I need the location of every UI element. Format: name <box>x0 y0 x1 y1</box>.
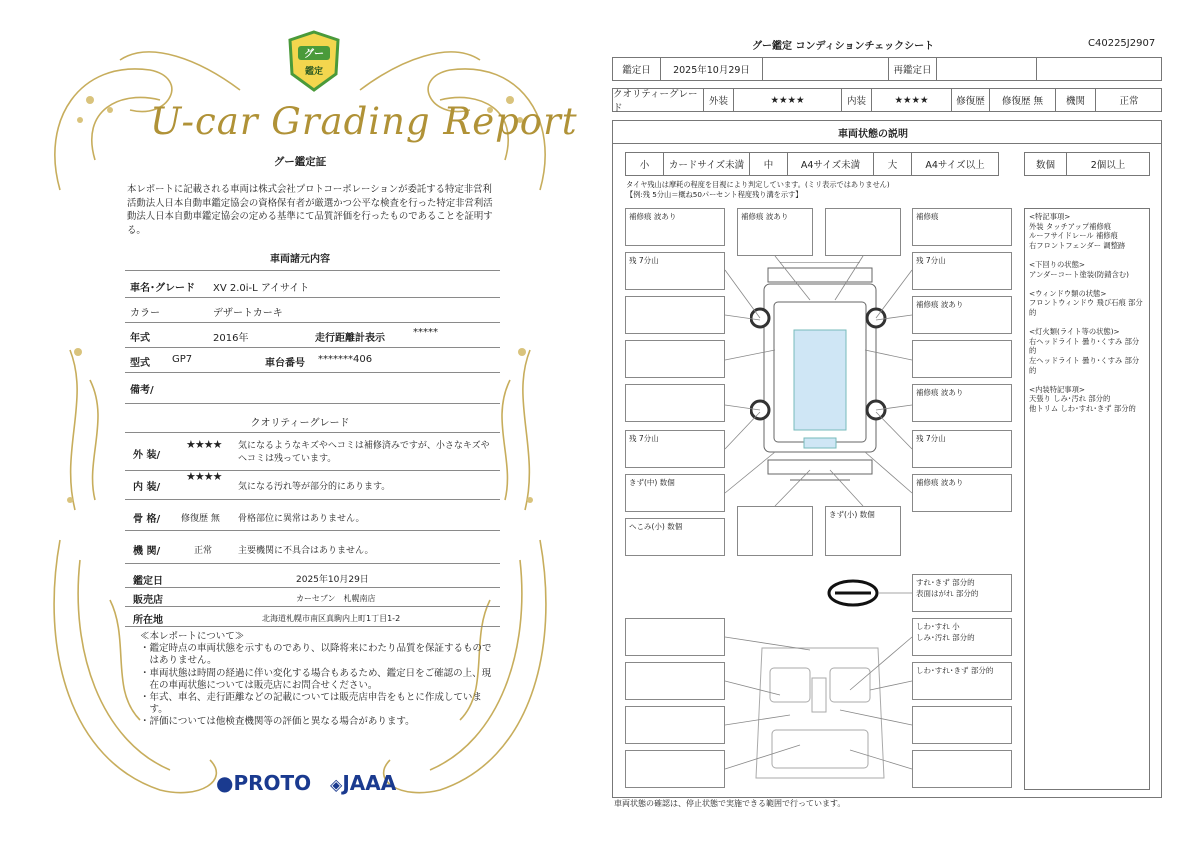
special-line: フロントウィンドウ 飛び石痕 部分的 <box>1029 298 1143 317</box>
special-line: 天張り しみ･汚れ 部分的 <box>1029 394 1111 404</box>
frame-label: 骨 格/ <box>133 514 161 525</box>
divider <box>125 530 500 531</box>
size-mid: 中 <box>750 153 788 175</box>
damage-box: 補修痕 波あり <box>625 208 725 246</box>
color-label: カラー <box>130 308 160 319</box>
chassis-value: *******406 <box>318 354 373 365</box>
special-line: 他トリム しわ･すれ･きず 部分的 <box>1029 403 1136 413</box>
remarks-label: 備考/ <box>130 385 154 396</box>
mileage-value: ***** <box>413 327 438 338</box>
proto-logo: ●PROTO <box>216 771 312 795</box>
condition-check-sheet <box>600 0 1200 848</box>
special-line: 右ヘッドライト 曇り･くすみ 部分的 <box>1029 336 1140 356</box>
damage-box: 補修痕 <box>912 208 1012 246</box>
damage-box: きず(中) 数個 <box>625 474 725 512</box>
seat-damage-box: しわ･すれ･きず 部分的 <box>912 662 1012 700</box>
report-title: U-car Grading Report <box>150 100 578 143</box>
divider <box>125 626 500 627</box>
tire-note-2: 【例:残 5分山＝概ね50パーセント程度残り溝を示す】 <box>626 190 803 199</box>
repair-label: 修復歴 <box>952 89 990 111</box>
model-value: GP7 <box>172 354 193 365</box>
exterior-stars: ★★★★ <box>186 438 222 451</box>
date-value: 2025年10月29日 <box>661 58 763 80</box>
divider <box>125 270 500 271</box>
report-notes: ≪本レポートについて≫ ・ 鑑定時点の車両状態を示すものであり、以降将来にわたり品質を保証するものではありません。 ・ 車両状態は時間の経過に伴い変化する場合もあるため、鑑定日をご確認の上、現在の車両状態については販売店にお問合せください。 ・ 年式、車名、走行距離などの記載については販売店申告をもとに作成しています。 ・ 評価については他検査機関等の評価と異なる場合があります。 <box>140 631 496 729</box>
date-label: 鑑定日 <box>133 576 163 587</box>
int-stars: ★★★★ <box>872 89 952 111</box>
address-label: 所在地 <box>133 615 163 626</box>
color-value: デザートカーキ <box>213 308 283 319</box>
divider <box>125 432 500 433</box>
special-line: 右フロントフェンダー 調整跡 <box>1029 240 1126 250</box>
goo-badge-logo <box>286 30 342 94</box>
special-line: 外装 タッチアップ補修痕 <box>1029 221 1112 231</box>
ext-stars: ★★★★ <box>734 89 842 111</box>
name-label: 車名･グレード <box>130 283 195 294</box>
notes-title: ≪本レポートについて≫ <box>140 631 245 642</box>
count-label: 数個 <box>1025 153 1067 175</box>
damage-box: 補修痕 波あり <box>912 296 1012 334</box>
damage-box: 残 7分山 <box>912 430 1012 468</box>
year-value: 2016年 <box>213 333 249 344</box>
date-label: 鑑定日 <box>613 58 661 80</box>
date-value: 2025年10月29日 <box>296 575 369 585</box>
ext-label: 外装 <box>704 89 734 111</box>
year-label: 年式 <box>130 333 150 344</box>
note-item: 評価については他検査機関等の評価と異なる場合があります。 <box>149 716 415 728</box>
state-title: 車両状態の説明 <box>838 129 908 140</box>
special-notes-box <box>1024 208 1150 790</box>
interior-text: 気になる汚れ等が部分的にあります。 <box>238 482 391 492</box>
size-small: 小 <box>626 153 664 175</box>
specs-title: 車両諸元内容 <box>270 254 330 265</box>
address-value: 北海道札幌市南区真駒内上町1丁目1-2 <box>262 614 401 623</box>
special-line: 左ヘッドライト 曇り･くすみ 部分的 <box>1029 355 1140 375</box>
special-line: <下回りの状態> <box>1029 259 1086 269</box>
divider <box>125 606 500 607</box>
jaaa-logo: ◈JAAA <box>330 771 397 795</box>
store-label: 販売店 <box>133 595 163 606</box>
model-label: 型式 <box>130 358 150 369</box>
damage-box: 補修痕 波あり <box>912 384 1012 422</box>
grade-label: クオリティーグレード <box>613 89 704 111</box>
name-value: XV 2.0i-L アイサイト <box>213 283 310 294</box>
divider <box>125 587 500 588</box>
engine-label: 機 関/ <box>133 546 161 557</box>
footer-note: 車両状態の確認は、停止状態で実施できる範囲で行っています。 <box>614 799 846 808</box>
note-item: 年式、車名、走行距離などの記載については販売店申告をもとに作成しています。 <box>149 692 482 716</box>
damage-box: 残 7分山 <box>912 252 1012 290</box>
divider <box>125 322 500 323</box>
special-line: アンダーコート塗装(防錆含む) <box>1029 269 1129 279</box>
divider <box>125 297 500 298</box>
chassis-label: 車台番号 <box>265 358 305 369</box>
size-large: 大 <box>874 153 912 175</box>
divider <box>125 499 500 500</box>
special-line: <内装特記事項> <box>1029 384 1086 394</box>
engine-label: 機関 <box>1056 89 1096 111</box>
frame-value: 修復歴 無 <box>181 514 220 524</box>
engine-value: 正常 <box>194 546 213 556</box>
mileage-label: 走行距離計表示 <box>315 333 385 344</box>
damage-box: 残 7分山 <box>625 252 725 290</box>
sheet-code: C40225J2907 <box>1088 38 1156 49</box>
exterior-label: 外 装/ <box>133 450 161 461</box>
damage-box: 残 7分山 <box>625 430 725 468</box>
repair-value: 修復歴 無 <box>990 89 1056 111</box>
size-mid-desc: A4サイズ未満 <box>788 153 874 175</box>
sheet-title: グー鑑定 コンディションチェックシート <box>752 41 935 52</box>
certificate-title: グー鑑定証 <box>273 156 327 168</box>
badge-bottom-text: 鑑定 <box>304 67 324 77</box>
size-large-desc: A4サイズ以上 <box>925 160 985 171</box>
int-label: 内装 <box>842 89 872 111</box>
special-line: <特記事項> <box>1029 212 1071 221</box>
redate-label: 再鑑定日 <box>889 58 937 80</box>
damage-box: 補修痕 波あり <box>912 474 1012 512</box>
divider <box>125 563 500 564</box>
count-desc: 2個以上 <box>1090 160 1126 171</box>
badge-top-text: グー <box>304 49 324 60</box>
tire-note-1: タイヤ残山は摩耗の程度を目視により判定しています。(ミリ表示ではありません) <box>626 180 890 189</box>
divider <box>125 470 500 471</box>
special-line: <灯火類(ライト等の状態)> <box>1029 327 1120 337</box>
store-value: カーセブン 札幌南店 <box>296 594 376 603</box>
note-item: 鑑定時点の車両状態を示すものであり、以降将来にわたり品質を保証するものではありません。 <box>149 643 492 667</box>
divider <box>125 372 500 373</box>
divider <box>125 403 500 404</box>
damage-box: へこみ(小) 数個 <box>625 518 725 556</box>
seat-damage-box: しわ･すれ 小 しみ･汚れ 部分的 <box>912 618 1012 656</box>
steering-damage-box: すれ･きず 部分的 表面はがれ 部分的 <box>912 574 1012 612</box>
interior-stars: ★★★★ <box>186 470 222 483</box>
frame-text: 骨格部位に異常はありません。 <box>238 514 365 524</box>
quality-title: クオリティーグレード <box>250 418 350 429</box>
damage-box: きず(小) 数個 <box>825 506 901 556</box>
certificate-body: 本レポートに記載される車両は株式会社プロトコーポレーションが委託する特定非営利活動法人日本自動車鑑定協会の資格保有者が厳選かつ公平な検査を行った特定非営利活動法人日本自動車鑑定協会の定める基準にて品質評価を行ったものであることを証明する。 <box>127 184 493 236</box>
exterior-text: 気になるようなキズやヘコミは補修済みですが、小さなキズやヘコミは残っています。 <box>238 441 490 464</box>
size-small-desc: カードサイズ未満 <box>664 153 750 175</box>
damage-box: 補修痕 波あり <box>737 208 813 256</box>
special-line: <ウィンドウ類の状態> <box>1029 288 1107 298</box>
engine-value: 正常 <box>1119 96 1139 107</box>
engine-text: 主要機関に不具合はありません。 <box>238 546 374 556</box>
divider <box>125 347 500 348</box>
special-line: ルーフサイドレール 補修痕 <box>1029 231 1118 241</box>
note-item: 車両状態は時間の経過に伴い変化する場合もあるため、鑑定日をご確認の上、現在の車両状態については販売店にお問合せください。 <box>149 667 492 691</box>
interior-label: 内 装/ <box>133 482 161 493</box>
